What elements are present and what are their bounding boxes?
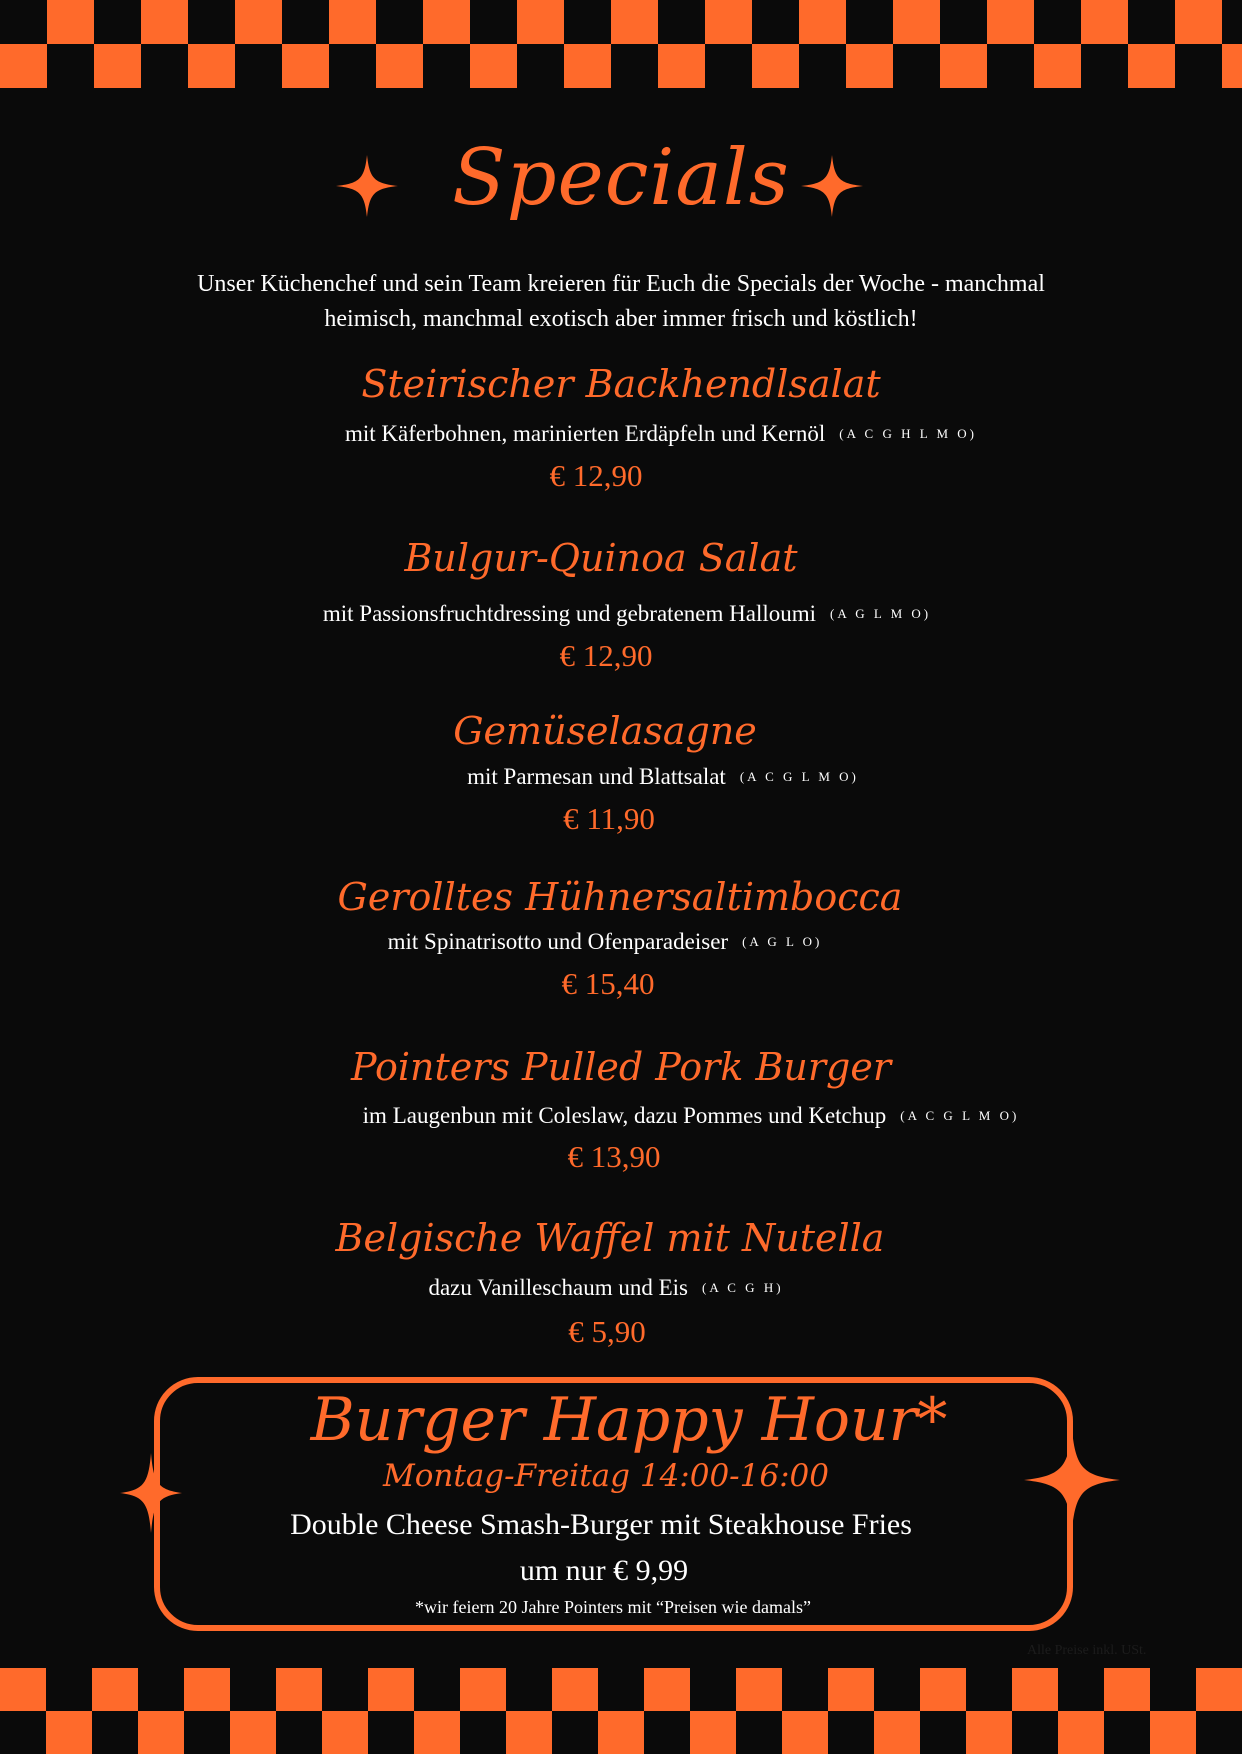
dish-description-text: mit Passionsfruchtdressing und gebratenem Halloumi xyxy=(322,601,817,626)
checker-border-bottom xyxy=(0,1668,1242,1754)
dish-price: € 12,90 xyxy=(549,458,643,493)
dish-description-text: im Laugenbun mit Coleslaw, dazu Pommes und Ketchup xyxy=(362,1103,887,1128)
sparkle-star-icon xyxy=(801,155,863,217)
happy-hour-price: um nur € 9,99 xyxy=(519,1554,689,1587)
dish-description xyxy=(0,1273,1227,1306)
dish-name: Steirischer Backhendlsalat xyxy=(361,362,881,406)
dish-description-text: mit Käferbohnen, marinierten Erdäpfeln und Kernöl xyxy=(345,421,826,446)
allergen-codes: (A C G H) xyxy=(702,1280,784,1295)
happy-hour-note: *wir feiern 20 Jahre Pointers mit “Preisen wie damals” xyxy=(415,1597,811,1617)
allergen-codes: (A C G L M O) xyxy=(739,769,859,784)
dish-name: Gemüselasagne xyxy=(453,709,757,753)
dish-description xyxy=(42,762,1242,795)
allergen-codes: (A G L O) xyxy=(742,934,823,949)
intro-text xyxy=(0,267,1242,337)
dish-description xyxy=(70,1101,1242,1134)
dish-description-text: mit Spinatrisotto und Ofenparadeiser xyxy=(387,929,729,954)
dish-price: € 13,90 xyxy=(567,1139,661,1174)
dish-name: Pointers Pulled Pork Burger xyxy=(351,1045,891,1089)
dish-name: Belgische Waffel mit Nutella xyxy=(335,1216,885,1260)
happy-hour-offer: Double Cheese Smash-Burger mit Steakhouse Fries xyxy=(290,1508,912,1541)
dish-description xyxy=(40,419,1242,452)
dish-description-text: dazu Vanilleschaum und Eis xyxy=(428,1275,689,1300)
allergen-codes: (A G L M O) xyxy=(830,606,932,621)
dish-price: € 5,90 xyxy=(568,1314,646,1349)
dish-description xyxy=(6,599,1242,632)
intro-line: heimisch, manchmal exotisch aber immer frisch und köstlich! xyxy=(324,306,918,332)
dish-description xyxy=(0,927,1226,960)
price-footnote: Alle Preise inkl. USt. xyxy=(1027,1643,1147,1658)
checker-border-top xyxy=(0,0,1242,88)
intro-line: Unser Küchenchef und sein Team kreieren für Euch die Specials der Woche - manchmal xyxy=(197,271,1045,297)
allergen-codes: (A C G L M O) xyxy=(900,1108,1020,1123)
dish-description-text: mit Parmesan und Blattsalat xyxy=(467,764,726,789)
dish-name: Gerolltes Hühnersaltimbocca xyxy=(337,875,903,919)
dish-price: € 12,90 xyxy=(559,638,653,673)
dish-price: € 11,90 xyxy=(563,801,655,836)
dish-price: € 15,40 xyxy=(561,966,655,1001)
happy-hour-days: Montag-Freitag 14:00-16:00 xyxy=(382,1458,829,1494)
happy-hour-title: Burger Happy Hour* xyxy=(310,1385,948,1455)
allergen-codes: (A C G H L M O) xyxy=(839,426,977,441)
page-title: Specials xyxy=(452,133,790,223)
dish-name: Bulgur-Quinoa Salat xyxy=(404,536,798,580)
